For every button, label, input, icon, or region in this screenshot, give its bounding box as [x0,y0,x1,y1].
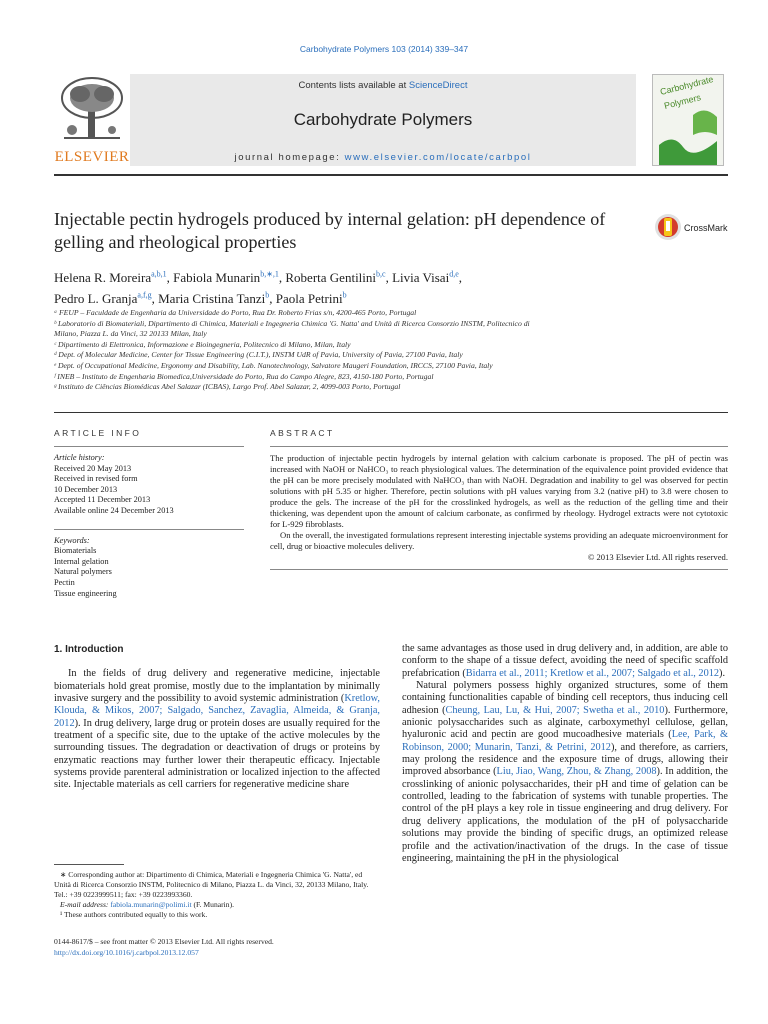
abstract-paragraph: On the overall, the investigated formulations represent interesting injectable systems providing an adequate microenvironment for cell, drug or bioactive molecules delivery. [270,530,728,551]
history-item: Received in revised form [54,474,138,484]
keyword: Natural polymers [54,567,112,577]
crossmark-label: CrossMark [684,223,728,233]
sciencedirect-link[interactable]: ScienceDirect [408,80,468,91]
contents-available: Contents lists available at ScienceDirect [298,80,468,91]
keyword: Biomaterials [54,546,97,556]
author[interactable]: Roberta Gentilini$^{b,c}$, [285,270,393,286]
affiliations-rule [54,412,728,413]
article-info [54,428,244,599]
affiliation: ᶠ INEB – Instituto de Engenharia Biomedica,Universidade do Porto, Rua do Campo Alegre, 823, 4150-180 Porto, Portugal [54,371,434,381]
crossmark-icon [654,212,734,242]
article-info-heading: ARTICLE INFO [54,428,142,438]
citation-link[interactable]: Liu, Jiao, Wang, Zhou, & Zhang, 2008 [496,766,657,778]
elsevier-logo [54,74,130,166]
body-paragraph: Natural polymers possess highly organized structures, some of them containing functionalities capable of binding cell receptors, thus inducing cell adhesion (Cheung, Lau, Lu, & Hui, 2007; Swetha et al., 2010). Furthermore, anionic polysaccharides such as alginate, carboxymethyl cellulose, gellan, hyaluronic acid and pectin are good mucoadhesive materials (Lee, Park, & Robinson, 2000; Munarin, Tanzi, & Petrini, 2012), and therefore, as carriers, may prolong the residence and the exposure time of drugs, allowing their improved absorbance (Liu, Jiao, Wang, Zhou, & Zhang, 2008). In addition, the crosslinking of anionic polysaccharides, their pH and time of gelation can be controlled, leading to the fabrication of systems with tunable properties. The control of the pH plays a key role in tissue engineering and drug delivery. For drug delivery applications, the modulation of the pH of polysaccharide solutions may provide the binding of specific drugs, an optimized release profile and the activation/inactivation of the drugs. In the case of tissue engineering, maintaining the pH in the physiological [402,680,728,864]
affiliation: ᵃ FEUP – Faculdade de Engenharia da Universidade do Porto, Rua Dr. Roberto Frias s/n, 4200-465 Porto, Portugal [54,308,417,317]
history-item: 10 December 2013 [54,484,118,494]
history-label: Article history: [54,453,105,462]
footnote-corresponding: ∗ Corresponding author at: Dipartimento di Chimica, Materiali e Ingegneria Chimica 'G. Natta', ed Unità di Ricerca Consorzio INSTM, Politecnico di Milano, Piazza L. da Vinci, 32, 20133 Milano, Italy. Tel.: +39 0223999511; fax: +39 0223993360. [54,870,369,899]
citation-link[interactable]: Bidarra et al., 2011; Kretlow et al., 2007; Salgado et al., 2012 [465,667,720,679]
abstract-body [270,446,728,563]
footnote-equal: ¹ These authors contributed equally to this work. [60,910,208,919]
journal-cover [652,74,724,166]
footnote-rule [54,864,124,865]
author-list [54,266,674,307]
section-heading: 1. Introduction [54,644,124,655]
journal-title: Carbohydrate Polymers [293,110,473,129]
footnotes [54,870,380,920]
author[interactable]: Maria Cristina Tanzi$^b$, [158,290,276,306]
header-rule [54,174,728,176]
citation-link[interactable]: Lee, Park, & Robinson, 2000; Munarin, Tanzi, & Petrini, 2012 [402,729,728,753]
email-link[interactable]: fabiola.munarin@polimi.it [110,900,192,909]
author[interactable]: Pedro L. Granja$^{a,f,g}$, [54,290,159,306]
affiliation: ᵈ Dept. of Molecular Medicine, Center for Tissue Engineering (C.I.T.), INSTM UdR of Pavia, University of Pavia, 27100 Pavia, Italy [54,350,463,360]
keyword: Tissue engineering [54,588,117,598]
citation-link[interactable]: Cheung, Lau, Lu, & Hui, 2007; Swetha et al., 2010 [445,704,665,716]
doi-link[interactable]: http://dx.doi.org/10.1016/j.carbpol.2013.12.057 [54,948,199,957]
elsevier-tree-icon [54,74,130,146]
keyword: Pectin [54,577,75,587]
abstract-paragraph: The production of injectable pectin hydrogels by internal gelation with calcium carbonate is proposed. The pH of pectin was increased with NaOH or NaHCO₃ to reach physiological values. The determination of the equivalence point provided evidence that the pH can be more precisely modulated with NaHCO₃ than with NaOH. Degradation and inability to gel was observed for pectin solutions with pH 5.35 or higher. Therefore, pectin solutions with pH values varying from 3.2 (native pH) to 3.8 were chosen to produce the gels. The increase of the pH for the crosslinked hydrogels, as well as the reduction of the gelling time and their thickening, was dependent upon the amount of calcium carbonate, as confirmed by rheology. Hydrogel extracts were not cytotoxic for L-929 fibroblasts. [270,453,728,529]
history-item: Accepted 11 December 2013 [54,495,151,505]
citation-link[interactable]: Kretlow, Klouda, & Mikos, 2007; Salgado, Sanchez, Zavaglia, Almeida, & Granja, 2012 [54,693,380,729]
keywords [54,529,244,600]
author[interactable]: Livia Visai$^{d,e}$, [392,270,463,286]
abstract [270,428,728,570]
abstract-copyright: © 2013 Elsevier Ltd. All rights reserved. [587,552,728,562]
footnote-email: E-mail address: fabiola.munarin@polimi.it (F. Munarin). [60,900,234,909]
keyword: Internal gelation [54,556,109,566]
author[interactable]: Fabiola Munarin$^{b,∗,1}$, [173,270,286,286]
author[interactable]: Paola Petrini$^b$ [275,290,347,306]
body-right-column [402,643,728,865]
cover-title-1: Carbohydrate [659,75,715,97]
homepage-link[interactable]: www.elsevier.com/locate/carbpol [344,152,532,163]
journal-citation[interactable]: Carbohydrate Polymers 103 (2014) 339–347 [299,44,469,54]
keywords-label: Keywords: [54,535,90,545]
issn-line: 0144-8617/$ – see front matter © 2013 Elsevier Ltd. All rights reserved. [54,937,274,946]
body-paragraph: In the fields of drug delivery and regenerative medicine, injectable biomaterials hold great promise, mostly due to the implantation by minimally invasive surgery and the possibility to avoid systemic administration (Kretlow, Klouda, & Mikos, 2007; Salgado, Sanchez, Zavaglia, Almeida, & Granja, 2012). In drug delivery, large drug or protein doses are usually required for the treatment of a specific site, due to the uptake of the active molecules by the surrounding tissues. The degradation or deactivation of drugs or proteins by enzymatic reactions may further lower their therapeutic efficacy. Injectable systems provide parenteral administration or localized injection to the affected site. Injectable materials as cell carriers for regenerative medicine share [54,668,380,791]
body-paragraph: the same advantages as those used in drug delivery and, in addition, are able to conform to the shape of a tissue defect, avoiding the need of specific scaffold prefabrication (Bidarra et al., 2011; Kretlow et al., 2007; Salgado et al., 2012). [402,643,728,679]
article-history [54,446,244,517]
affiliation: Milano, Piazza L. da Vinci, 32 20133 Milan, Italy [54,329,207,339]
affiliation: ᶜ Dipartimento di Elettronica, Informazione e Bioingegneria, Politecnico di Milano, Milan, Italy [54,339,351,349]
abstract-rule [270,569,728,570]
cover-title-2: Polymers [663,92,702,111]
affiliations [54,308,734,393]
crossmark-badge[interactable] [654,212,734,242]
history-item: Received 20 May 2013 [54,463,132,473]
affiliation: ᵇ Laboratorio di Biomateriali, Dipartimento di Chimica, Materiali e Ingegneria Chimica 'G. Natta' and Unità di Ricerca Consorzio INSTM, Politecnico di [54,318,530,328]
journal-homepage: journal homepage: www.elsevier.com/locate/carbpol [234,152,532,163]
affiliation: ᵍ Instituto de Ciências Biomédicas Abel Salazar (ICBAS), Largo Prof. Abel Salazar, 2, 4099-003 Porto, Portugal [54,382,401,392]
body-left-column [54,644,380,792]
history-item: Available online 24 December 2013 [54,505,174,515]
page-footer [54,936,454,958]
elsevier-wordmark: ELSEVIER [54,149,130,165]
cover-image [653,75,723,165]
journal-banner [130,74,636,166]
abstract-heading: ABSTRACT [270,428,335,438]
article-title: Injectable pectin hydrogels produced by internal gelation: pH dependence of gelling and rheological properties [54,209,606,252]
affiliation: ᵉ Dept. of Occupational Medicine, Ergonomy and Disability, Lab. Nanotechnology, Salvatore Maugeri Foundation, IRCCS, 27100 Pavia, Italy [54,360,493,370]
author[interactable]: Helena R. Moreira$^{a,b,1}$, [54,270,174,286]
